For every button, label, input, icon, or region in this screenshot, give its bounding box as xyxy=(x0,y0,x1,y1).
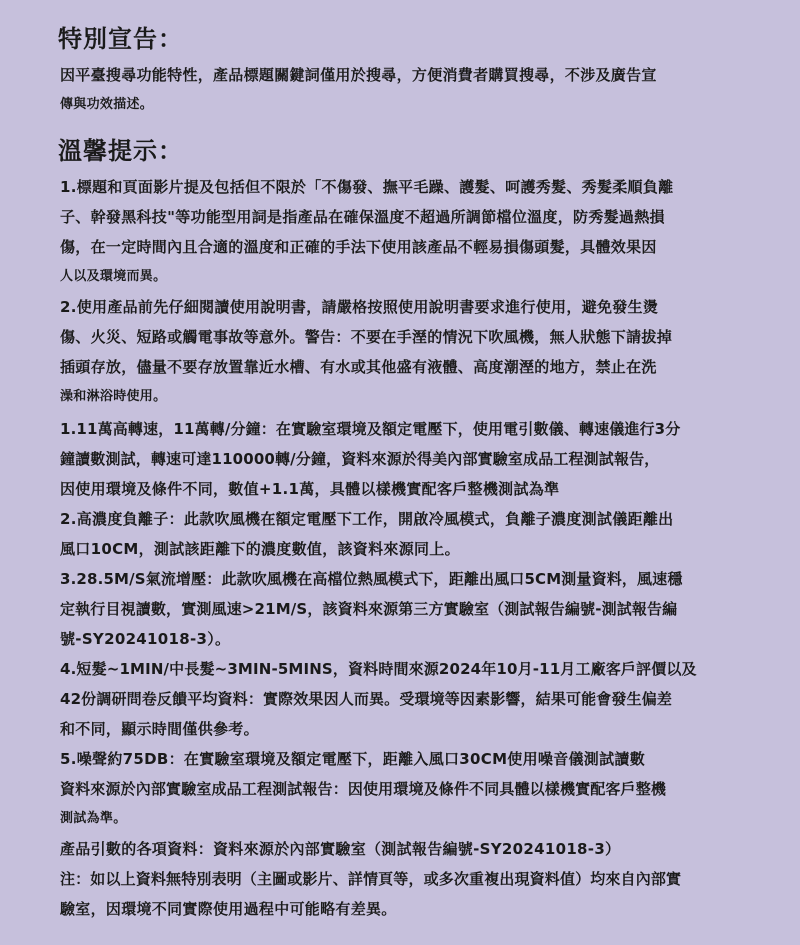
specs-body xyxy=(60,414,760,924)
tips-line: 1.標題和頁面影片提及包括但不限於「不傷發、撫平毛躁、護髮、呵護秀髮、秀髮柔順負離 xyxy=(60,178,674,196)
specs-line: 2.高濃度負離子：此款吹風機在額定電壓下工作，開啟冷風模式，負離子濃度測試儀距離出 xyxy=(60,510,674,528)
specs-line: 風口10CM，測試該距離下的濃度數值，該資料來源同上。 xyxy=(60,540,460,558)
tips-line: 子、幹發黑科技"等功能型用詞是指產品在確保溫度不超過所調節檔位溫度，防秀髮過熱損 xyxy=(60,208,665,226)
specs-line: 產品引數的各項資料：資料來源於內部實驗室（測試報告編號-SY20241018-3） xyxy=(60,840,621,858)
specs-line: 測試為準。 xyxy=(60,811,127,826)
notice-line: 因平臺搜尋功能特性，產品標題關鍵詞僅用於搜尋，方便消費者購買搜尋，不涉及廣告宣 xyxy=(60,66,657,84)
specs-line: 3.28.5M/S氣流增壓：此款吹風機在高檔位熱風模式下，距離出風口5CM測量資料，風速穩 xyxy=(60,570,683,588)
specs-line: 驗室，因環境不同實際使用過程中可能略有差異。 xyxy=(60,900,397,918)
tips-line: 插頭存放，儘量不要存放置靠近水槽、有水或其他盛有液體、高度潮溼的地方，禁止在洗 xyxy=(60,358,657,376)
specs-line: 因使用環境及條件不同，數值+1.1萬，具體以樣機實配客戶整機測試為準 xyxy=(60,480,560,498)
specs-line: 4.短髮~1MIN/中長髮~3MIN-5MINS，資料時間來源2024年10月-11月工廠客戶評價以及 xyxy=(60,660,697,678)
specs-line: 和不同，顯示時間僅供參考。 xyxy=(60,720,259,738)
tips-line: 傷，在一定時間內且合適的溫度和正確的手法下使用該產品不輕易損傷頭髮，具體效果因 xyxy=(60,238,657,256)
specs-line: 注：如以上資料無特別表明（主圖或影片、詳情頁等，或多次重複出現資料值）均來自內部實 xyxy=(60,870,682,888)
specs-line: 42份調研問卷反饋平均資料：實際效果因人而異。受環境等因素影響，結果可能會發生偏差 xyxy=(60,690,673,708)
specs-line: 號-SY20241018-3）。 xyxy=(60,630,231,648)
notice-body xyxy=(60,60,760,120)
tips-body xyxy=(60,172,760,412)
tips-line: 傷、火災、短路或觸電事故等意外。警告：不要在手溼的情況下吹風機，無人狀態下請拔掉 xyxy=(60,328,673,346)
specs-line: 1.11萬高轉速，11萬轉/分鐘：在實驗室環境及額定電壓下，使用電引數儀、轉速儀進行3分 xyxy=(60,420,681,438)
tips-line: 2.使用產品前先仔細閱讀使用說明書，請嚴格按照使用說明書要求進行使用，避免發生燙 xyxy=(60,298,659,316)
specs-line: 鐘讀數測試，轉速可達110000轉/分鐘，資料來源於得美內部實驗室成品工程測試報告， xyxy=(60,450,660,468)
tips-line: 澡和淋浴時使用。 xyxy=(60,389,167,404)
notice-heading: 特別宣告： xyxy=(58,25,183,53)
tips-line: 人以及環境而異。 xyxy=(60,269,167,284)
notice-line: 傳與功效描述。 xyxy=(60,97,154,112)
specs-line: 5.噪聲約75DB：在實驗室環境及額定電壓下，距離入風口30CM使用噪音儀測試讀數 xyxy=(60,750,646,768)
specs-line: 定執行目視讀數，實測風速>21M/S，該資料來源第三方實驗室（測試報告編號-測試報告編 xyxy=(60,600,678,618)
specs-line: 資料來源於內部實驗室成品工程測試報告：因使用環境及條件不同具體以樣機實配客戶整機 xyxy=(60,780,667,798)
tips-heading: 溫馨提示： xyxy=(58,137,183,165)
